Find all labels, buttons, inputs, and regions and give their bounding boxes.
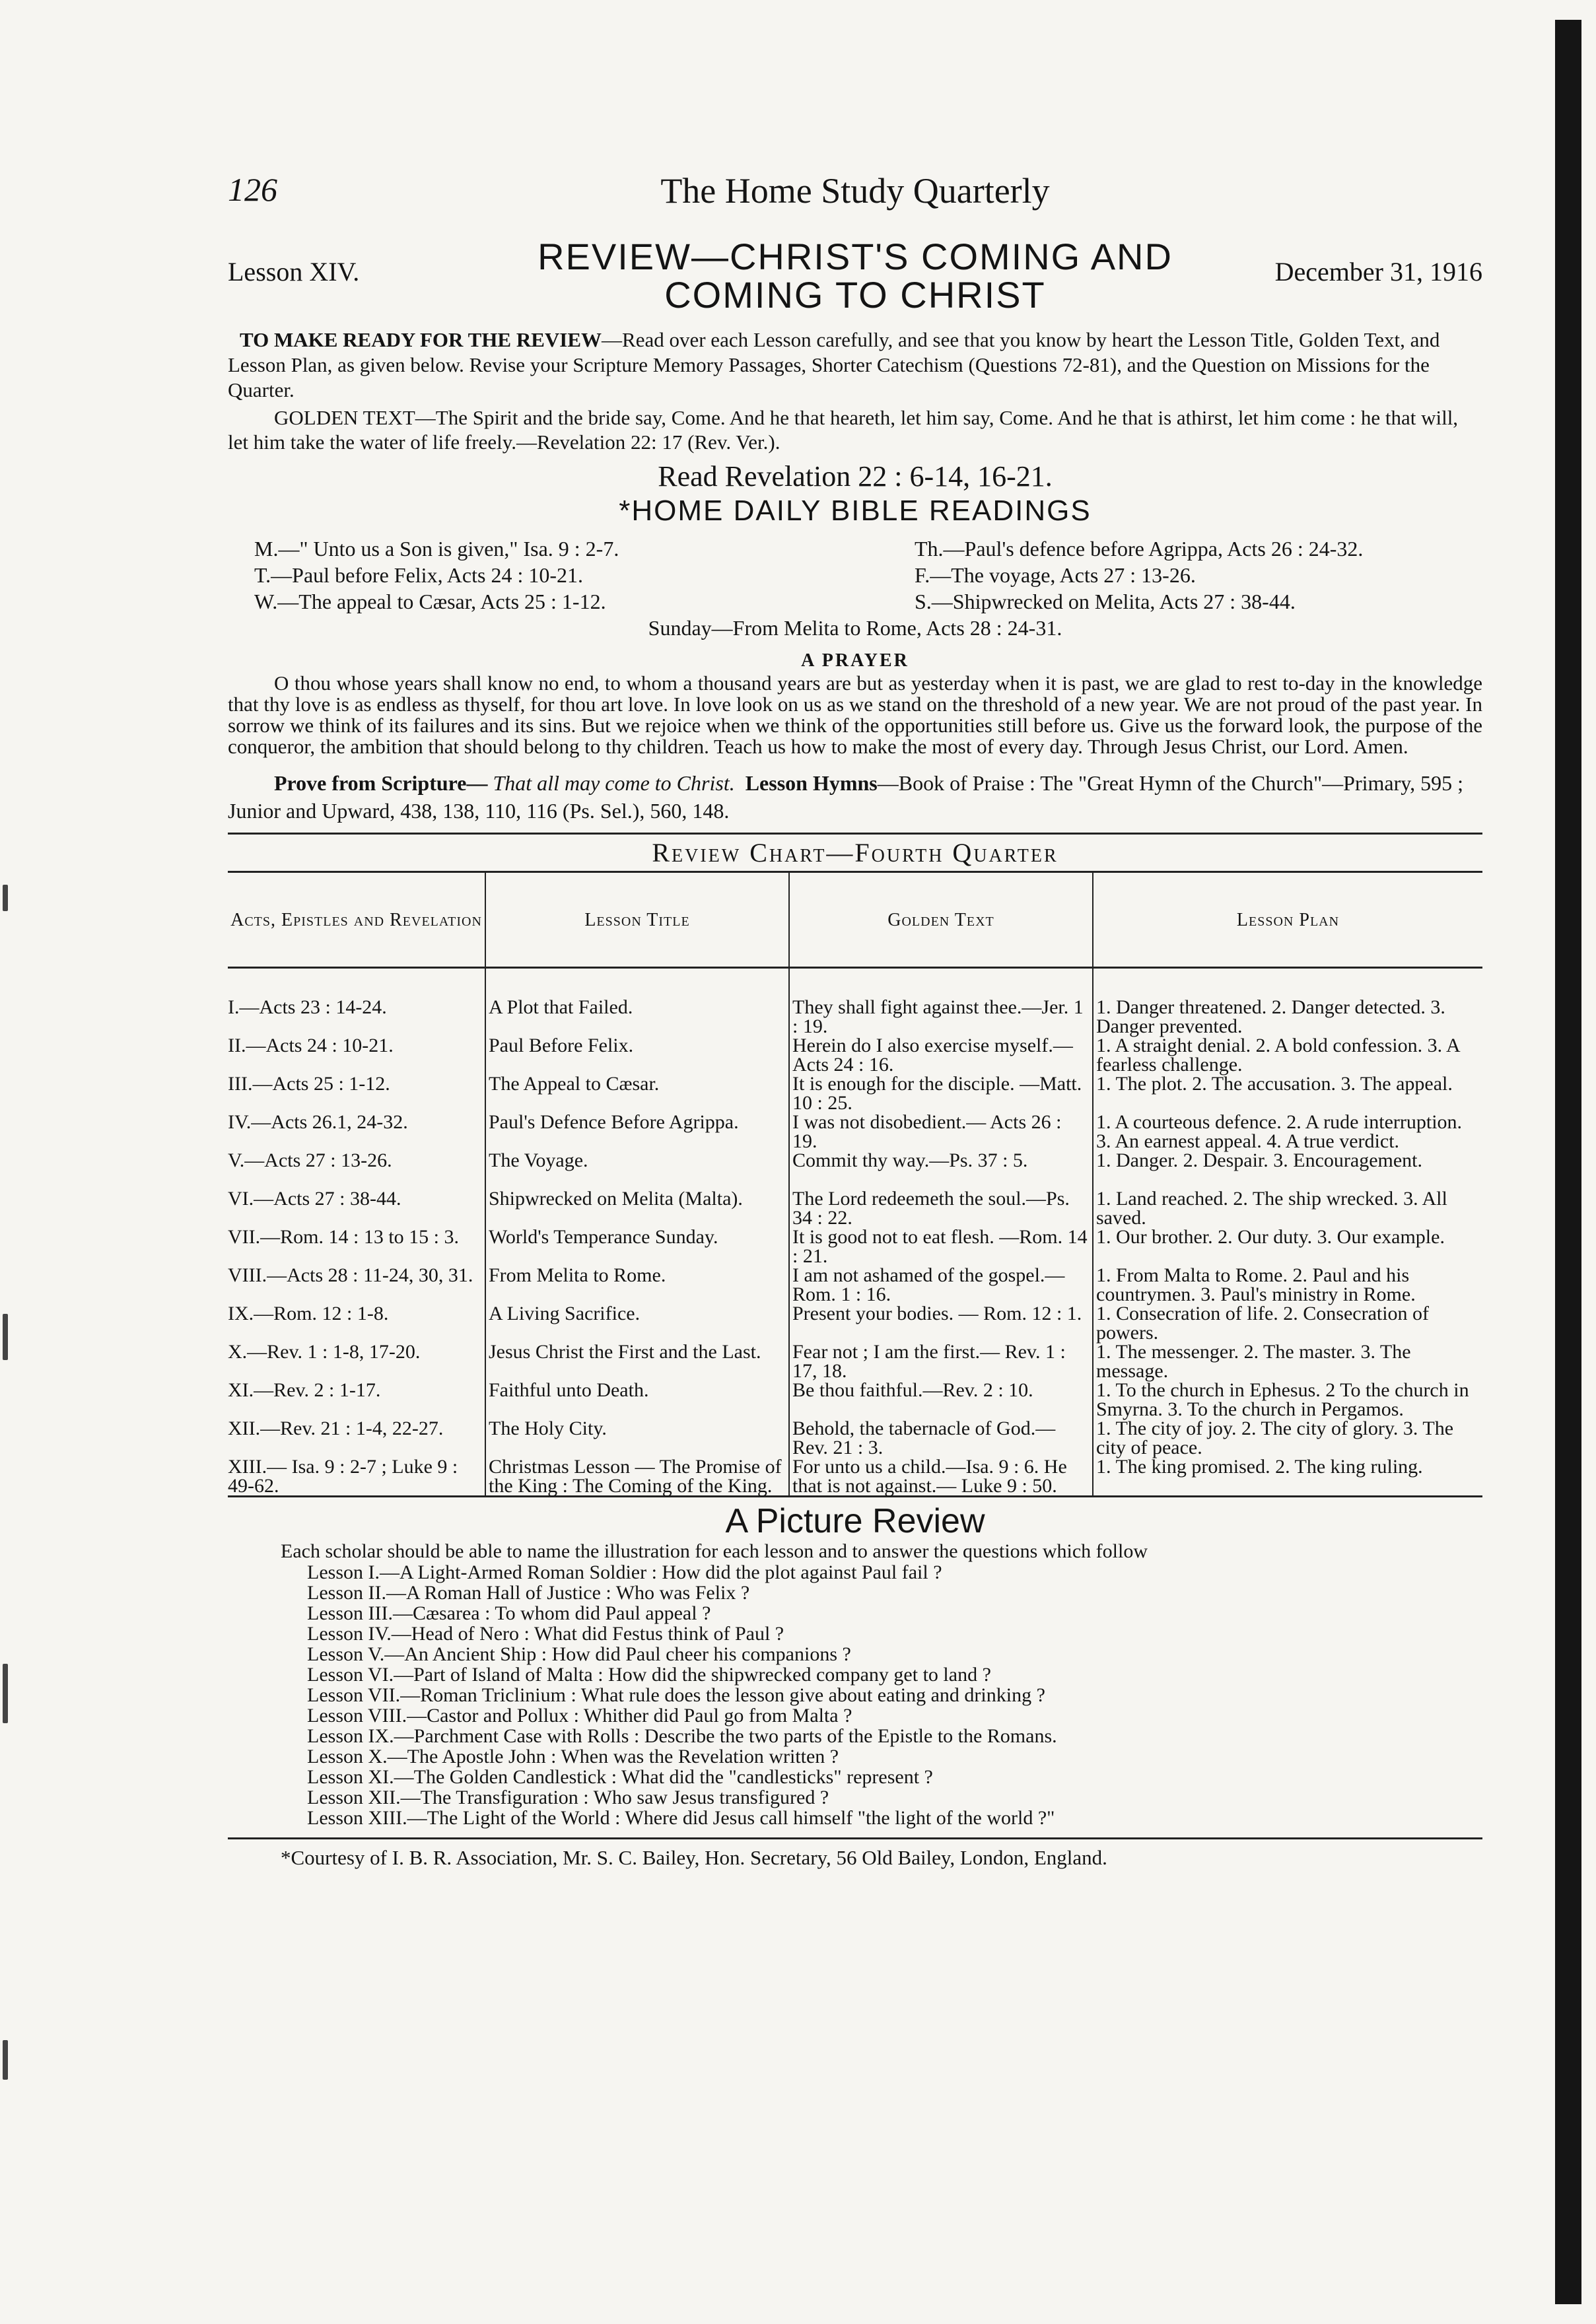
review-instructions-heading: TO MAKE READY FOR THE REVIEW bbox=[240, 328, 602, 351]
reading-item: F.—The voyage, Acts 27 : 13-26. bbox=[915, 563, 1196, 587]
passage-cell: XII.—Rev. 21 : 1-4, 22-27. bbox=[228, 1418, 444, 1439]
passage-cell: IV.—Acts 26.1, 24-32. bbox=[228, 1111, 408, 1133]
plan-cell: 1. The plot. 2. The accusation. 3. The appeal. bbox=[1093, 1074, 1482, 1112]
plan-cell: 1. Land reached. 2. The ship wrecked. 3. All saved. bbox=[1093, 1189, 1482, 1227]
picture-review-intro: Each scholar should be able to name the illustration for each lesson and to answer the questions which follow bbox=[281, 1540, 1148, 1562]
list-item: Lesson VIII.—Castor and Pollux : Whither did Paul go from Malta ? bbox=[307, 1705, 852, 1726]
table-row bbox=[228, 1266, 1482, 1304]
reading-item: M.—" Unto us a Son is given," Isa. 9 : 2-7. bbox=[254, 537, 619, 561]
plan-cell: 1. A straight denial. 2. A bold confession. 3. A fearless challenge. bbox=[1093, 1036, 1482, 1074]
passage-cell: II.—Acts 24 : 10-21. bbox=[228, 1035, 394, 1056]
golden-text-cell: Commit thy way.—Ps. 37 : 5. bbox=[789, 1151, 1093, 1189]
column-header-passage: Acts, Epistles and Revelation bbox=[228, 872, 485, 968]
golden-text-cell: They shall fight against thee.—Jer. 1 : 19. bbox=[789, 968, 1093, 1037]
title-cell: Jesus Christ the First and the Last. bbox=[485, 1342, 789, 1381]
reading-item: S.—Shipwrecked on Melita, Acts 27 : 38-44. bbox=[915, 590, 1296, 613]
hymns-text: —Book of Praise : The "Great Hymn of the Church"—Primary, 595 ; Junior and Upward, 438, 138, 110, 116 (Ps. Sel.), 560, 148. bbox=[228, 771, 1464, 823]
picture-review-list bbox=[307, 1562, 1482, 1828]
golden-text-cell: Present your bodies. — Rom. 12 : 1. bbox=[789, 1304, 1093, 1342]
passage-cell: V.—Acts 27 : 13-26. bbox=[228, 1149, 392, 1171]
title-cell: The Voyage. bbox=[485, 1151, 789, 1189]
plan-cell: 1. Our brother. 2. Our duty. 3. Our example. bbox=[1093, 1227, 1482, 1266]
list-item: Lesson II.—A Roman Hall of Justice : Who was Felix ? bbox=[307, 1582, 750, 1604]
passage-cell: VIII.—Acts 28 : 11-24, 30, 31. bbox=[228, 1264, 473, 1286]
title-cell: Faithful unto Death. bbox=[485, 1381, 789, 1419]
page bbox=[228, 165, 1482, 1870]
golden-text-cell: It is enough for the disciple. —Matt. 10 : 25. bbox=[789, 1074, 1093, 1112]
plan-cell: 1. Danger threatened. 2. Danger detected. 3. Danger prevented. bbox=[1093, 968, 1482, 1037]
picture-review-title: A Picture Review bbox=[725, 1502, 985, 1540]
table-row bbox=[228, 1151, 1482, 1189]
title-cell: The Appeal to Cæsar. bbox=[485, 1074, 789, 1112]
golden-text-cell: It is good not to eat flesh. —Rom. 14 : 21. bbox=[789, 1227, 1093, 1266]
scan-speck bbox=[3, 1664, 8, 1723]
table-row bbox=[228, 1381, 1482, 1419]
lesson-date: December 31, 1916 bbox=[1274, 257, 1482, 287]
plan-cell: 1. The city of joy. 2. The city of glory. 3. The city of peace. bbox=[1093, 1419, 1482, 1457]
prove-label: Prove from Scripture— bbox=[274, 771, 488, 795]
page-number: 126 bbox=[228, 171, 277, 208]
table-row bbox=[228, 1227, 1482, 1266]
golden-text-cell: Be thou faithful.—Rev. 2 : 10. bbox=[789, 1381, 1093, 1419]
lesson-title-line2: COMING TO CHRIST bbox=[664, 274, 1046, 316]
list-item: Lesson III.—Cæsarea : To whom did Paul appeal ? bbox=[307, 1602, 711, 1624]
title-cell: Paul Before Felix. bbox=[485, 1036, 789, 1074]
plan-cell: 1. The king promised. 2. The king ruling. bbox=[1093, 1457, 1482, 1497]
golden-text-cell: The Lord redeemeth the soul.—Ps. 34 : 22. bbox=[789, 1189, 1093, 1227]
review-chart-header-row bbox=[228, 872, 1482, 968]
list-item: Lesson X.—The Apostle John : When was the Revelation written ? bbox=[307, 1746, 839, 1767]
column-header-title: Lesson Title bbox=[485, 872, 789, 968]
plan-cell: 1. Consecration of life. 2. Consecration of powers. bbox=[1093, 1304, 1482, 1342]
prayer-text: O thou whose years shall know no end, to whom a thousand years are but as yesterday when it is past, we are glad to rest to-day in the knowledge that thy love is as endless as thyself, for thou art love. In love look on us as we stand on the threshold of a new year. We are not proud of the past year. In sorrow we think of its failures and its sins. But we rejoice when we think of the opportunities still before us. Give us the forward look, the purpose of the conqueror, the ambition that should belong to thy children. Teach us how to make the most of every day. Through Jesus Christ, our Lord. Amen. bbox=[228, 671, 1482, 758]
title-cell: Shipwrecked on Melita (Malta). bbox=[485, 1189, 789, 1227]
read-passage: Read Revelation 22 : 6-14, 16-21. bbox=[658, 460, 1053, 493]
passage-cell: VI.—Acts 27 : 38-44. bbox=[228, 1188, 401, 1210]
golden-text-cell: For unto us a child.—Isa. 9 : 6. He that is not against.— Luke 9 : 50. bbox=[789, 1457, 1093, 1497]
sunday-reading: Sunday—From Melita to Rome, Acts 28 : 24-31. bbox=[648, 616, 1062, 640]
list-item: Lesson VI.—Part of Island of Malta : How did the shipwrecked company get to land ? bbox=[307, 1664, 991, 1686]
table-row bbox=[228, 1112, 1482, 1151]
list-item: Lesson V.—An Ancient Ship : How did Paul cheer his companions ? bbox=[307, 1643, 851, 1665]
table-row bbox=[228, 1342, 1482, 1381]
table-row bbox=[228, 1304, 1482, 1342]
golden-text-cell: Behold, the tabernacle of God.—Rev. 21 : 3. bbox=[789, 1419, 1093, 1457]
table-row bbox=[228, 1074, 1482, 1112]
lesson-number: Lesson XIV. bbox=[228, 257, 360, 287]
passage-cell: III.—Acts 25 : 1-12. bbox=[228, 1073, 390, 1095]
passage-cell: XI.—Rev. 2 : 1-17. bbox=[228, 1379, 381, 1401]
column-header-plan: Lesson Plan bbox=[1093, 872, 1482, 968]
lesson-heading bbox=[228, 224, 1482, 324]
table-row bbox=[228, 1189, 1482, 1227]
title-cell: Paul's Defence Before Agrippa. bbox=[485, 1112, 789, 1151]
title-cell: World's Temperance Sunday. bbox=[485, 1227, 789, 1266]
list-item: Lesson IV.—Head of Nero : What did Festus think of Paul ? bbox=[307, 1623, 784, 1645]
readings-title: *HOME DAILY BIBLE READINGS bbox=[619, 495, 1092, 527]
golden-text-cell: Herein do I also exercise myself.—Acts 24 : 16. bbox=[789, 1036, 1093, 1074]
plan-cell: 1. To the church in Ephesus. 2 To the church in Smyrna. 3. To the church in Pergamos. bbox=[1093, 1381, 1482, 1419]
golden-text-cell: Fear not ; I am the first.— Rev. 1 : 17, 18. bbox=[789, 1342, 1093, 1381]
passage-cell: X.—Rev. 1 : 1-8, 17-20. bbox=[228, 1341, 421, 1363]
table-row bbox=[228, 1419, 1482, 1457]
review-chart-body bbox=[228, 968, 1482, 1497]
reading-item: T.—Paul before Felix, Acts 24 : 10-21. bbox=[254, 563, 583, 587]
list-item: Lesson IX.—Parchment Case with Rolls : Describe the two parts of the Epistle to the Romans. bbox=[307, 1725, 1057, 1747]
title-cell: The Holy City. bbox=[485, 1419, 789, 1457]
reading-item: W.—The appeal to Cæsar, Acts 25 : 1-12. bbox=[254, 590, 606, 613]
scan-speck bbox=[3, 885, 8, 911]
title-cell: A Living Sacrifice. bbox=[485, 1304, 789, 1342]
journal-title: The Home Study Quarterly bbox=[660, 171, 1050, 211]
passage-cell: VII.—Rom. 14 : 13 to 15 : 3. bbox=[228, 1226, 459, 1248]
passage-cell: I.—Acts 23 : 14-24. bbox=[228, 996, 387, 1018]
plan-cell: 1. A courteous defence. 2. A rude interruption. 3. An earnest appeal. 4. A true verdict. bbox=[1093, 1112, 1482, 1151]
passage-cell: XIII.— Isa. 9 : 2-7 ; Luke 9 : 49-62. bbox=[228, 1457, 485, 1497]
title-cell: From Melita to Rome. bbox=[485, 1266, 789, 1304]
golden-text: GOLDEN TEXT—The Spirit and the bride say, Come. And he that heareth, let him say, Come. And he that is athirst, let him come : he that will, let him take the water of life freely.—Revelation 22: 17 (Rev. Ver.). bbox=[228, 406, 1459, 454]
list-item: Lesson XI.—The Golden Candlestick : What did the "candlesticks" represent ? bbox=[307, 1766, 933, 1788]
passage-cell: IX.—Rom. 12 : 1-8. bbox=[228, 1303, 389, 1324]
table-row bbox=[228, 968, 1482, 1037]
prove-text: That all may come to Christ. bbox=[493, 771, 735, 795]
plan-cell: 1. From Malta to Rome. 2. Paul and his countrymen. 3. Paul's ministry in Rome. bbox=[1093, 1266, 1482, 1304]
scan-speck bbox=[3, 2040, 8, 2080]
scan-edge-bar bbox=[1555, 20, 1581, 2304]
golden-text-cell: I am not ashamed of the gospel.—Rom. 1 : 16. bbox=[789, 1266, 1093, 1304]
table-row bbox=[228, 1036, 1482, 1074]
plan-cell: 1. The messenger. 2. The master. 3. The message. bbox=[1093, 1342, 1482, 1381]
table-row bbox=[228, 1457, 1482, 1497]
running-head bbox=[228, 165, 1482, 224]
column-header-golden-text: Golden Text bbox=[789, 872, 1093, 968]
plan-cell: 1. Danger. 2. Despair. 3. Encouragement. bbox=[1093, 1151, 1482, 1189]
footnote: *Courtesy of I. B. R. Association, Mr. S. C. Bailey, Hon. Secretary, 56 Old Bailey, London, England. bbox=[228, 1837, 1482, 1870]
lesson-title-line1: REVIEW—CHRIST'S COMING AND bbox=[538, 236, 1173, 277]
list-item: Lesson I.—A Light-Armed Roman Soldier : How did the plot against Paul fail ? bbox=[307, 1561, 942, 1583]
golden-text-cell: I was not disobedient.— Acts 26 : 19. bbox=[789, 1112, 1093, 1151]
review-chart-table bbox=[228, 871, 1482, 1497]
reading-item: Th.—Paul's defence before Agrippa, Acts 26 : 24-32. bbox=[915, 537, 1364, 561]
title-cell: Christmas Lesson — The Promise of the King : The Coming of the King. bbox=[485, 1457, 789, 1497]
review-instructions bbox=[228, 327, 1482, 403]
review-chart-title: Review Chart—Fourth Quarter bbox=[652, 838, 1058, 868]
scan-speck bbox=[3, 1314, 8, 1360]
list-item: Lesson XII.—The Transfiguration : Who saw Jesus transfigured ? bbox=[307, 1787, 829, 1808]
hymns-label: Lesson Hymns bbox=[745, 771, 878, 795]
review-instructions-text: —Read over each Lesson carefully, and see that you know by heart the Lesson Title, Golden Text, and Lesson Plan, as given below. Revise your Scripture Memory Passages, Shorter Catechism (Questions 72-81), and the Question on Missions for the Quarter. bbox=[228, 328, 1440, 401]
prove-and-hymns bbox=[228, 769, 1482, 825]
daily-readings bbox=[254, 535, 1482, 615]
title-cell: A Plot that Failed. bbox=[485, 968, 789, 1037]
divider bbox=[228, 833, 1482, 835]
list-item: Lesson XIII.—The Light of the World : Where did Jesus call himself "the light of the world ?" bbox=[307, 1807, 1055, 1829]
list-item: Lesson VII.—Roman Triclinium : What rule does the lesson give about eating and drinking ? bbox=[307, 1684, 1045, 1706]
prayer-title: A PRAYER bbox=[801, 650, 909, 671]
